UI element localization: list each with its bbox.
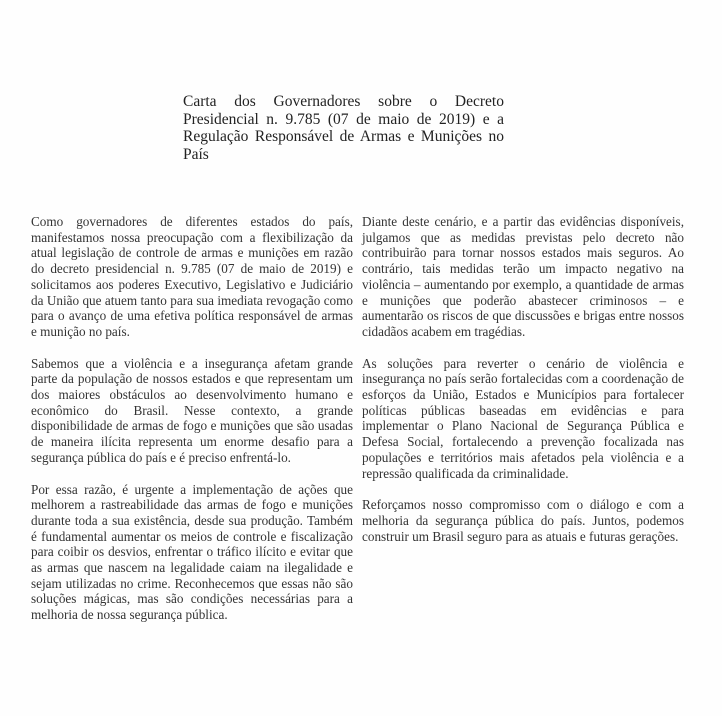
paragraph: Como governadores de diferentes estados do país, manifestamos nossa preocupação com a flexibilização da atual legislação de controle de armas e munições em razão do decreto presidencial n. 9.785 (07 de maio de 2019) e solicitamos aos poderes Executivo, Legislativo e Judiciário da União que atuem tanto para sua imediata revogação como para o avanço de uma efetiva política responsável de armas e munição no país. [31,214,353,339]
left-column [31,214,353,639]
paragraph: Reforçamos nosso compromisso com o diálogo e com a melhoria da segurança pública do país. Juntos, podemos construir um Brasil seguro para as atuais e futuras gerações. [362,497,684,544]
right-column [362,214,684,560]
paragraph: Por essa razão, é urgente a implementação de ações que melhorem a rastreabilidade das armas de fogo e munições durante toda a sua existência, desde sua produção. Também é fundamental aumentar os meios de controle e fiscalização para coibir os desvios, enfrentar o tráfico ilícito e evitar que as armas que nascem na legalidade caiam na ilegalidade e sejam utilizadas no crime. Reconhecemos que essas não são soluções mágicas, mas são condições necessárias para a melhoria de nossa segurança pública. [31,481,353,623]
paragraph: As soluções para reverter o cenário de violência e insegurança no país serão fortalecidas com a coordenação de esforços da União, Estados e Municípios para fortalecer políticas públicas baseadas em evidências e para implementar o Plano Nacional de Segurança Pública e Defesa Social, fortalecendo a prevenção focalizada nas populações e territórios mais afetados pela violência e a repressão qualificada da criminalidade. [362,355,684,481]
paragraph: Sabemos que a violência e a insegurança afetam grande parte da população de nossos estados e que representam um dos maiores obstáculos ao desenvolvimento humano e econômico do Brasil. Nesse contexto, a grande disponibilidade de armas de fogo e munições que são usadas de maneira ilícita representa um enorme desafio para a segurança pública do país e é preciso enfrentá-lo. [31,355,353,465]
paragraph: Diante deste cenário, e a partir das evidências disponíveis, julgamos que as medidas previstas pelo decreto não contribuirão para tornar nossos estados mais seguros. Ao contrário, tais medidas terão um impacto negativo na violência – aumentando por exemplo, a quantidade de armas e munições que poderão abastecer criminosos – e aumentarão os riscos de que discussões e brigas entre nossos cidadãos acabem em tragédias. [362,214,684,339]
letter-title: Carta dos Governadores sobre o Decreto Presidencial n. 9.785 (07 de maio de 2019) e a Regulação Responsável de Armas e Munições no País [183,93,504,163]
